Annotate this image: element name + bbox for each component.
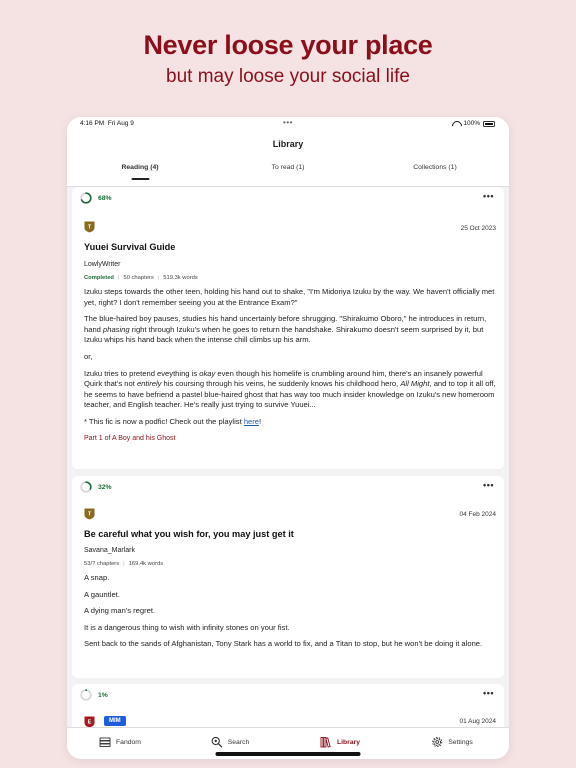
summary-paragraph: It is a dangerous thing to wish with infinity stones on your fist. [84,622,290,632]
rating-badge-icon [84,221,95,233]
tab-active-indicator [131,178,149,180]
progress-ring-icon [80,192,92,204]
story-title[interactable]: Be careful what you wish for, you may just get it [84,529,294,539]
badge-letter: T [87,224,92,231]
search-icon [211,736,223,748]
battery-icon [483,121,495,127]
tabbar-library[interactable] [320,736,360,748]
summary-paragraph: Sent back to the sands of Afghanistan, Tony Stark has a world to fix, and a Titan to stop, but he won't be doing it alone. [84,639,483,649]
tab-reading[interactable] [121,164,158,171]
word-count: 519.3k words [163,275,198,281]
status-bar [67,117,509,131]
story-title[interactable]: Yuuei Survival Guide [84,242,176,252]
summary-paragraph: or, [84,351,93,361]
story-card[interactable] [72,684,504,727]
book-stack-icon [99,736,111,748]
tabbar-fandom[interactable] [99,736,141,748]
word-count: 169.4k words [128,561,164,567]
more-options-icon[interactable]: ••• [483,191,494,201]
progress-ring-icon [80,689,92,701]
progress-percent: 68% [98,195,112,202]
tab-reading-label: Reading (4) [121,164,159,171]
tab-collections[interactable] [413,164,456,171]
story-author[interactable]: Savana_Marlark [84,547,135,554]
summary-paragraph: A dying man's regret. [84,606,156,616]
story-card[interactable] [72,476,504,678]
card-tag-row [72,716,504,727]
category-tag: MIM [104,716,126,726]
tabbar-search-label: Search [227,738,250,746]
promo-headline: Never loose your place [143,30,433,60]
wifi-icon [452,121,460,127]
tabbar-fandom-label: Fandom [116,738,141,746]
more-options-icon[interactable]: ••• [483,480,494,490]
tab-to-read[interactable] [272,164,305,171]
series-link[interactable]: Part 1 of A Boy and his Ghost [84,434,176,442]
summary-paragraph: Izuku tries to pretend eveything is okay even though his homelife is crumbling around him, there's an insanely powerful Quirk that's not entirely his coursing through his veins, he suddenly knows his childhood hero, All Might, and to top it all off, he seems to have befriend a pastel blue-haired ghost that has way too much insider knowledge on Izuku's new homeroom teacher, and English teacher. He's really just trying to survive Yuuei... [84,368,496,410]
badge-letter: T [87,511,92,518]
multitask-dots-icon[interactable]: ••• [283,118,293,127]
tab-collections-label: Collections (1) [413,164,457,171]
rating-badge-icon [84,716,95,727]
updated-date: 01 Aug 2024 [459,718,496,725]
status-time: 4:16 PM Fri Aug 9 [80,120,134,127]
summary-paragraph: The blue-haired boy pauses, studies his hand uncertainly before shrugging. "Shirakumo Oboro," he introduces in return, hand phasing right through Izuku's when he goes to return the handshake. Shirakumo doesn't seem surprised by it, but Izuku whips his hand back when the intense chill climbs up his arm. [84,314,487,345]
library-icon [320,736,332,748]
promo-subline: but may loose your social life [166,66,410,87]
tabbar-settings[interactable] [431,736,473,748]
tabbar-settings-label: Settings [448,738,473,746]
status-badge: Completed [84,275,114,281]
gear-icon [431,736,443,748]
tab-bar [67,727,509,759]
summary-paragraph: * This fic is now a podfic! Check out the playlist here! [84,416,262,426]
progress-percent: 1% [98,692,108,699]
story-author[interactable]: LowlyWriter [84,261,121,268]
story-card[interactable] [72,187,504,469]
status-right [452,120,495,127]
summary-paragraph: A gauntlet. [84,589,120,599]
progress-ring-icon [80,481,92,493]
tabbar-library-label: Library [336,738,361,746]
more-options-icon[interactable]: ••• [483,688,494,698]
nav-bar [67,131,509,187]
badge-letter: E [87,719,92,726]
story-meta: 53/? chapters | 169.4k words [84,561,164,567]
card-progress-row [72,187,504,209]
chapter-count: 53/? chapters [84,561,120,567]
battery-percent: 100% [463,120,480,127]
story-meta: Completed | 50 chapters | 519.3k words [84,275,198,281]
updated-date: 25 Oct 2023 [460,225,496,232]
story-summary [84,287,496,450]
tabbar-search[interactable] [211,736,250,748]
page-title: Library [272,139,304,149]
updated-date: 04 Feb 2024 [459,511,496,518]
progress-percent: 32% [98,484,112,491]
card-progress-row [72,684,504,706]
podfic-link[interactable]: here [243,416,260,426]
tab-to-read-label: To read (1) [271,164,305,171]
rating-badge-icon [84,508,95,520]
card-progress-row [72,476,504,498]
story-summary [84,573,496,656]
summary-paragraph: Izuku steps towards the other teen, holding his hand out to shake, "I'm Midoriya Izuku by the way. We haven't officially met yet, right? I don't remember seeing you at the Entrance Exam?" [84,287,495,307]
chapter-count: 50 chapters [123,275,154,281]
library-tabs [67,164,509,186]
home-indicator[interactable] [216,752,361,756]
library-list[interactable] [67,187,509,727]
tablet-screen [67,117,509,759]
summary-paragraph: A snap. [84,573,110,582]
